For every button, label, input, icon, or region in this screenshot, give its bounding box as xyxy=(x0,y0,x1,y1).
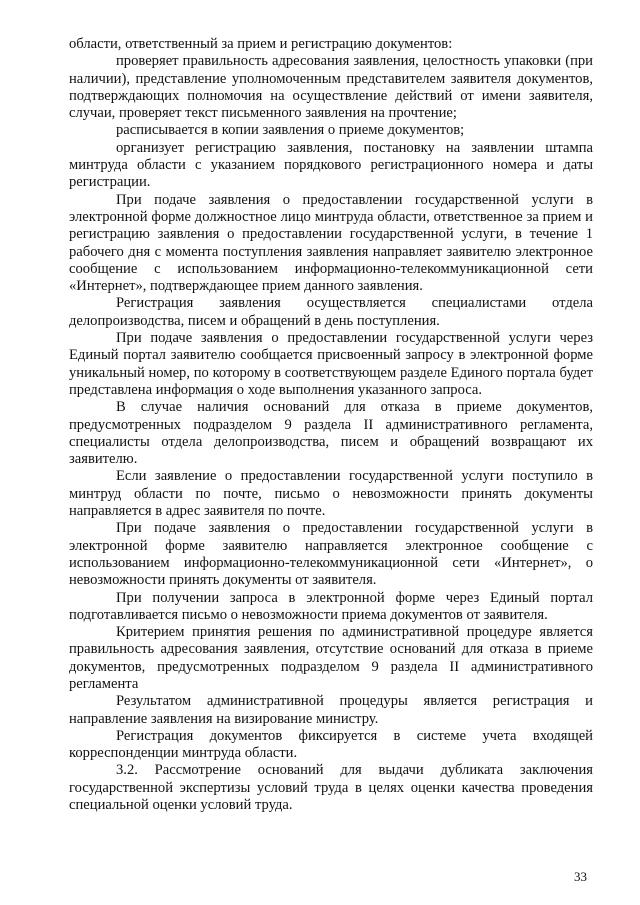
paragraph: Регистрация документов фиксируется в системе учета входящей корреспонденции минтруда области. xyxy=(69,727,593,762)
paragraph: области, ответственный за прием и регистрацию документов: xyxy=(69,36,453,52)
page-number: 33 xyxy=(574,869,587,884)
paragraph: Критерием принятия решения по административной процедуре является правильность адресования заявления, отсутствие оснований для отказа в приеме документов, предусмотренных подразделом 9 раздела II административного регламента xyxy=(69,624,593,692)
paragraph: При получении запроса в электронной форме через Единый портал подготавливается письмо о невозможности приема документов от заявителя. xyxy=(69,589,593,623)
paragraph: проверяет правильность адресования заявления, целостность упаковки (при наличии), представление уполномоченным представителем заявителя документов, подтверждающих полномочия на осуществление действий от имени заявителя, случаи, проверяет текст письменного заявления на прочтение; xyxy=(69,53,593,122)
paragraph: расписывается в копии заявления о приеме документов; xyxy=(116,122,465,139)
paragraph: При подаче заявления о предоставлении государственной услуги в электронной форме должностное лицо минтруда области, ответственное за прием и регистрацию заявления о предоставлении государственной услуги, в течение 1 рабочего дня с момента поступления заявления направляет заявителю электронное сообщение с использованием информационно-телекоммуникационной сети «Интернет», подтверждающее прием данного заявления. xyxy=(69,191,593,295)
body-text xyxy=(69,36,593,814)
section-heading: 3.2. Рассмотрение оснований для выдачи дубликата заключения государственной экспертизы условий труда в целях оценки качества проведения специальной оценки условий труда. xyxy=(69,762,593,814)
paragraph: При подаче заявления о предоставлении государственной услуги через Единый портал заявителю сообщается присвоенный запросу в электронной форме уникальный номер, по которому в соответствующем разделе Единого портала будет представлена информация о ходе выполнения указанного запроса. xyxy=(69,330,593,398)
paragraph: В случае наличия оснований для отказа в приеме документов, предусмотренных подразделом 9 раздела II административного регламента, специалисты отдела делопроизводства, писем и обращений возвращают их заявителю. xyxy=(69,399,593,468)
paragraph: При подаче заявления о предоставлении государственной услуги в электронной форме заявителю направляется электронное сообщение с использованием информационно-телекоммуникационной сети «Интернет», о невозможности принять документы от заявителя. xyxy=(69,520,593,589)
paragraph: Результатом административной процедуры является регистрация и направление заявления на визирование министру. xyxy=(69,693,593,727)
paragraph: Регистрация заявления осуществляется специалистами отдела делопроизводства, писем и обращений в день поступления. xyxy=(69,295,593,329)
paragraph: Если заявление о предоставлении государственной услуги поступило в минтруд области по почте, письмо о невозможности принять документы направляется в адрес заявителя по почте. xyxy=(69,468,593,520)
paragraph: организует регистрацию заявления, постановку на заявлении штампа минтруда области с указанием порядкового регистрационного номера и даты регистрации. xyxy=(69,139,593,191)
